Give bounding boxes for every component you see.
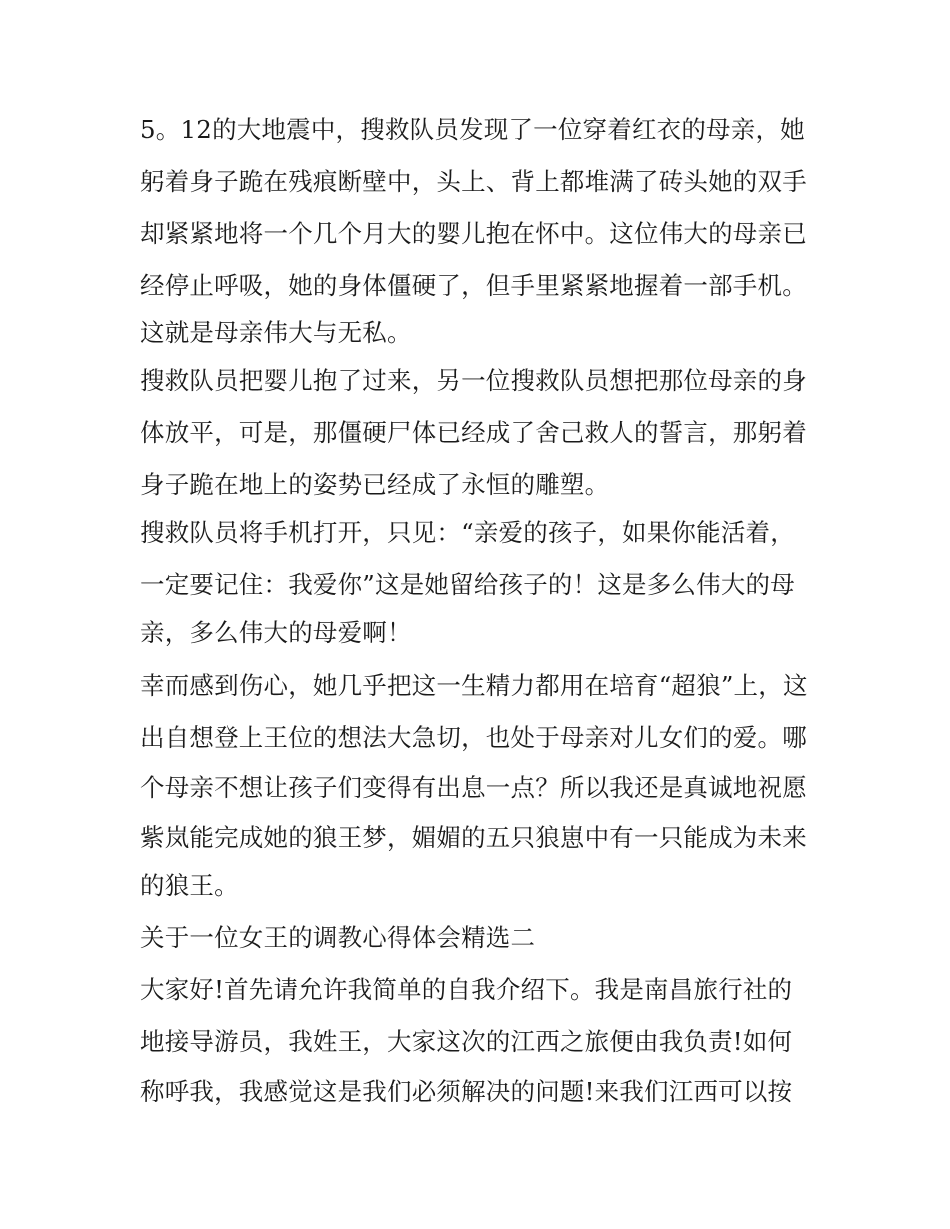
text-line: 这就是母亲伟大与无私。	[140, 318, 412, 347]
text-line: 5。12的大地震中，搜救队员发现了一位穿着红衣的母亲，她	[140, 115, 805, 144]
text-line: 搜救队员将手机打开，只见：“亲爱的孩子，如果你能活着，	[140, 518, 795, 547]
text-line: 个母亲不想让孩子们变得有出息一点？所以我还是真诚地祝愿	[140, 773, 807, 802]
text-line: 大家好!首先请允许我简单的自我介绍下。我是南昌旅行社的	[140, 975, 793, 1004]
text-line: 搜救队员把婴儿抱了过来，另一位搜救队员想把那位母亲的身	[140, 366, 807, 395]
text-line: 躬着身子跪在残痕断壁中，头上、背上都堆满了砖头她的双手	[140, 167, 807, 196]
text-line: 称呼我，我感觉这是我们必须解决的问题!来我们江西可以按	[140, 1077, 793, 1106]
text-line: 身子跪在地上的姿势已经成了永恒的雕塑。	[140, 470, 610, 499]
text-line: 却紧紧地将一个几个月大的婴儿抱在怀中。这位伟大的母亲已	[140, 219, 807, 248]
text-line: 亲，多么伟大的母爱啊！	[140, 618, 412, 647]
text-line: 地接导游员，我姓王，大家这次的江西之旅便由我负责!如何	[140, 1027, 793, 1056]
text-line: 经停止呼吸，她的身体僵硬了，但手里紧紧地握着一部手机。	[140, 271, 807, 300]
text-line: 一定要记住：我爱你”这是她留给孩子的！这是多么伟大的母	[140, 570, 795, 599]
text-line: 幸而感到伤心，她几乎把这一生精力都用在培育“超狼”上，这	[140, 671, 808, 700]
text-line: 出自想登上王位的想法大急切，也处于母亲对儿女们的爱。哪	[140, 723, 807, 752]
text-line: 的狼王。	[140, 871, 239, 900]
text-line: 紫岚能完成她的狼王梦，媚媚的五只狼崽中有一只能成为未来	[140, 823, 807, 852]
text-line: 体放平，可是，那僵硬尸体已经成了舍己救人的誓言，那躬着	[140, 418, 807, 447]
section-heading: 关于一位女王的调教心得体会精选二	[140, 923, 536, 952]
